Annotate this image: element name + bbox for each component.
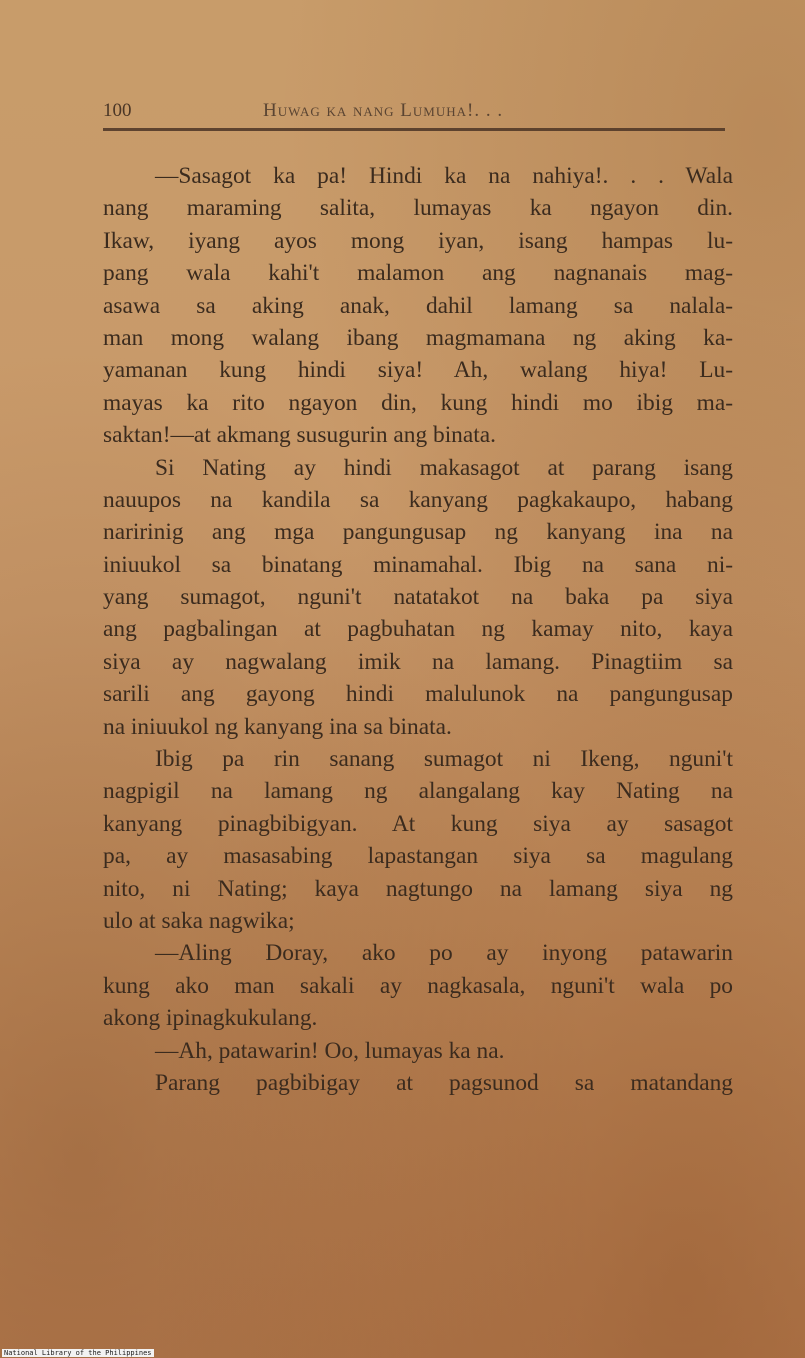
text-line: saktan!—at akmang susugurin ang binata. [103,422,496,449]
text-line: iniuukol sa binatang minamahal. Ibig na sana ni- [103,551,733,578]
text-line: Si Nating ay hindi makasagot at parang isang [155,454,733,481]
text-line: nauupos na kandila sa kanyang pagkakaupo, habang [103,486,733,513]
library-credit: National Library of the Philippines [4,1349,152,1357]
text-line: yamanan kung hindi siya! Ah, walang hiya! Lu- [103,357,733,384]
text-line: Parang pagbibigay at pagsunod sa matandang [155,1069,733,1096]
text-line: yang sumagot, nguni't natatakot na baka pa siya [103,584,733,611]
text-line: nang maraming salita, lumayas ka ngayon din. [103,195,733,222]
text-line: ang pagbalingan at pagbuhatan ng kamay nito, kaya [103,616,733,643]
text-line: —Sasagot ka pa! Hindi ka na nahiya!. . . Wala [155,163,733,189]
text-line: akong ipinagkukulang. [103,1005,318,1032]
text-line: ulo at saka nagwika; [103,907,295,934]
text-line: —Ah, patawarin! Oo, lumayas ka na. [155,1037,505,1064]
text-line: kung ako man sakali ay nagkasala, nguni't wala po [103,972,733,999]
text-line: Ikaw, iyang ayos mong iyan, isang hampas lu- [103,227,733,254]
text-line: —Aling Doray, ako po ay inyong patawarin [155,940,733,967]
running-head [103,100,725,126]
text-line: kanyang pinagbibigyan. At kung siya ay sasagot [103,810,733,837]
text-line: mayas ka rito ngayon din, kung hindi mo ibig ma- [103,389,733,416]
page-number: 100 [103,100,132,121]
text-line: nito, ni Nating; kaya nagtungo na lamang siya ng [103,875,733,902]
text-line: na iniuukol ng kanyang ina sa binata. [103,713,452,740]
text-line: pa, ay masasabing lapastangan siya sa magulang [103,843,733,870]
text-line: nagpigil na lamang ng alangalang kay Nating na [103,778,733,805]
header-rule [103,128,725,131]
text-line: siya ay nagwalang imik na lamang. Pinagtiim sa [103,648,733,675]
running-title: Huwag ka nang Lumuha!. . . [263,100,504,121]
text-line: man mong walang ibang magmamana ng aking ka- [103,324,733,351]
text-line: pang wala kahi't malamon ang nagnanais mag- [103,260,733,287]
text-line: naririnig ang mga pangungusap ng kanyang ina na [103,519,733,546]
body-text [103,160,733,1099]
text-line: asawa sa aking anak, dahil lamang sa nalala- [103,292,733,319]
text-line: Ibig pa rin sanang sumagot ni Ikeng, nguni't [155,746,733,773]
text-line: sarili ang gayong hindi malulunok na pangungusap [103,681,733,708]
